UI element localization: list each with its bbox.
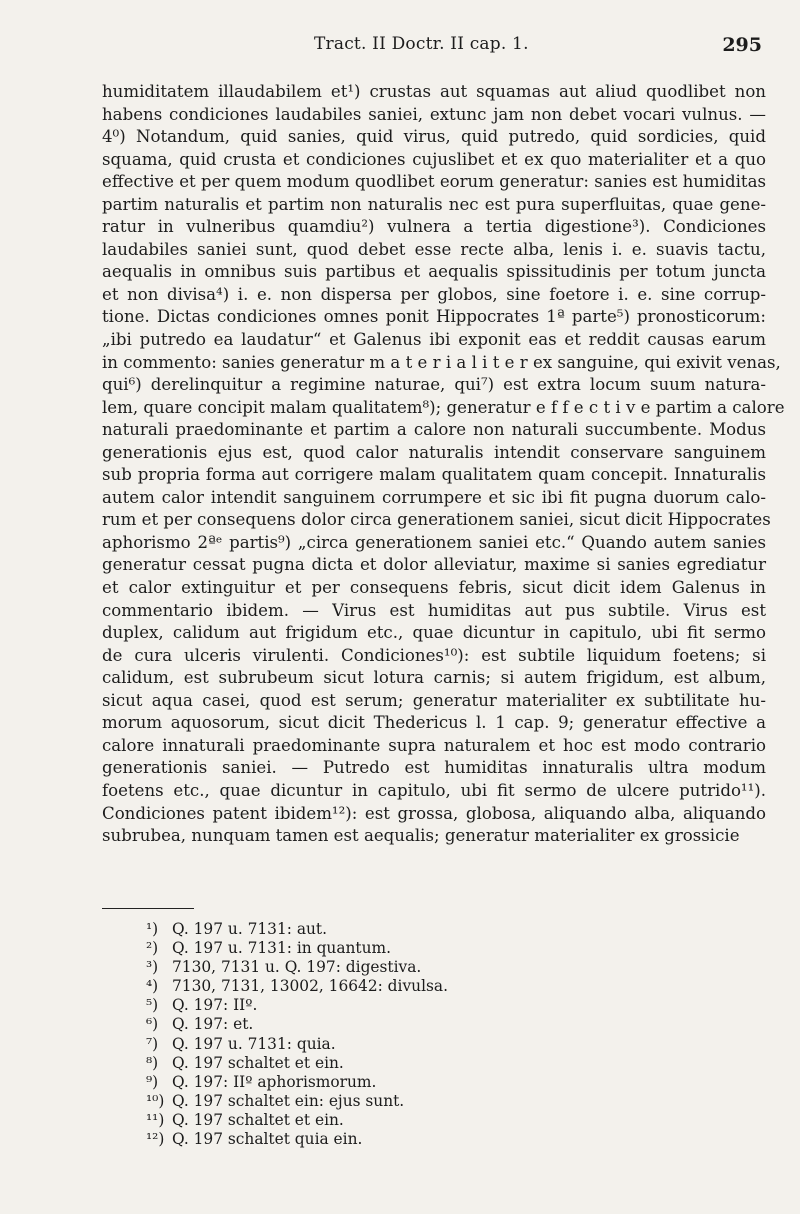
text-line: generationis ejus est, quod calor naturalis intendit conservare sanguinem (102, 442, 766, 462)
footnote (146, 1092, 746, 1111)
text-line: et calor extinguitur et per consequens febris, sicut dicit idem Galenus in (102, 578, 766, 598)
footnote-text: Q. 197 u. 7131: in quantum. (172, 939, 392, 958)
footnote (146, 920, 746, 939)
footnote (146, 977, 746, 996)
text-line: partim naturalis et partim non naturalis nec est pura superfluitas, quae gene- (102, 194, 766, 214)
footnote-mark: ⁷) (146, 1034, 159, 1053)
text-line: tione. Dictas condiciones omnes ponit Hippocrates 1ª parte⁵) pronosticorum: (102, 307, 766, 327)
text-line: habens condiciones laudabiles saniei, extunc jam non debet vocari vulnus. — (102, 104, 766, 124)
footnote-text: Q. 197 schaltet et ein. (172, 1110, 344, 1129)
text-line: duplex, calidum aut frigidum etc., quae dicuntur in capitulo, ubi fit sermo (102, 623, 766, 643)
text-line: et non divisa⁴) i. e. non dispersa per globos, sine foetore i. e. sine corrup- (102, 284, 766, 304)
footnote-text: Q. 197 schaltet et ein. (172, 1053, 344, 1072)
text-line: generationis saniei. — Putredo est humiditas innaturalis ultra modum (102, 758, 766, 778)
main-text (102, 81, 785, 848)
text-line: calidum, est subrubeum sicut lotura carnis; si autem frigidum, est album, (102, 668, 766, 688)
text-line: autem calor intendit sanguinem corrumpere et sic ibi fit pugna duorum calo- (102, 487, 766, 507)
running-head: Tract. II Doctr. II cap. 1. (314, 34, 529, 54)
footnote-mark: ²) (146, 939, 159, 958)
text-line: aequalis in omnibus suis partibus et aequalis spissitudinis per totum juncta (102, 262, 766, 282)
footnote-text: Q. 197 schaltet ein: ejus sunt. (172, 1091, 405, 1110)
text-line: „ibi putredo ea laudatur“ et Galenus ibi exponit eas et reddit causas earum (102, 330, 766, 350)
footnote (146, 996, 746, 1015)
text-line: lem, quare concipit malam qualitatem⁸); generatur e f f e c t i v e partim a calore (102, 397, 785, 417)
footnote-text: Q. 197 u. 7131: quia. (172, 1034, 336, 1053)
text-line: squama, quid crusta et condiciones cujuslibet et ex quo materialiter et a quo (102, 149, 766, 169)
text-line: in commento: sanies generatur m a t e r i a l i t e r ex sanguine, qui exivit venas, (102, 352, 781, 372)
page-number: 295 (722, 34, 762, 56)
text-line: sub propria forma aut corrigere malam qualitatem quam concepit. Innaturalis (102, 465, 766, 485)
text-line: naturali praedominante et partim a calore non naturali succumbente. Modus (102, 420, 766, 440)
footnote-mark: ¹¹) (146, 1110, 165, 1129)
footnote-mark: ¹) (146, 920, 159, 938)
text-line: Condiciones patent ibidem¹²): est grossa, globosa, aliquando alba, aliquando (102, 803, 766, 823)
footnote-mark: ⁸) (146, 1053, 159, 1072)
footnote (146, 939, 746, 958)
footnote-text: 7130, 7131, 13002, 16642: divulsa. (172, 977, 448, 996)
footnote-text: Q. 197 u. 7131: aut. (172, 920, 328, 938)
text-line: effective et per quem modum quodlibet eorum generatur: sanies est humiditas (102, 172, 766, 192)
text-line: calore innaturali praedominante supra naturalem et hoc est modo contrario (102, 735, 766, 755)
footnote (146, 1130, 746, 1149)
text-line: sicut aqua casei, quod est serum; generatur materialiter ex subtilitate hu- (102, 690, 766, 710)
page-header (100, 30, 762, 60)
footnote-text: Q. 197: et. (172, 1015, 254, 1034)
footnote (146, 1035, 746, 1054)
footnote-mark: ¹²) (146, 1130, 165, 1149)
text-line: laudabiles saniei sunt, quod debet esse recte alba, lenis i. e. suavis tactu, (102, 239, 766, 259)
footnote-mark: ¹⁰) (146, 1091, 165, 1110)
footnote (146, 958, 746, 977)
text-line: morum aquosorum, sicut dicit Thedericus l. 1 cap. 9; generatur effective a (102, 713, 766, 733)
footnote-mark: ⁹) (146, 1072, 159, 1091)
text-line: commentario ibidem. — Virus est humiditas aut pus subtile. Virus est (102, 600, 766, 620)
footnote-text: 7130, 7131 u. Q. 197: digestiva. (172, 958, 422, 977)
text-line: de cura ulceris virulenti. Condiciones¹⁰): est subtile liquidum foetens; si (102, 645, 766, 665)
footnote (146, 1054, 746, 1073)
text-line: humiditatem illaudabilem et¹) crustas aut squamas aut aliud quodlibet non (102, 82, 766, 101)
footnote-text: Q. 197: IIº. (172, 996, 258, 1015)
footnote-mark: ⁶) (146, 1015, 159, 1034)
footnote-mark: ³) (146, 958, 159, 977)
footnote (146, 1111, 746, 1130)
text-line: ratur in vulneribus quamdiu²) vulnera a tertia digestione³). Condiciones (102, 217, 766, 237)
footnote (146, 1073, 746, 1092)
footnote-mark: ⁴) (146, 977, 159, 996)
text-line: 4⁰) Notandum, quid sanies, quid virus, quid putredo, quid sordicies, quid (102, 127, 766, 147)
footnote-separator (102, 908, 194, 909)
footnote-text: Q. 197 schaltet quia ein. (172, 1130, 363, 1149)
text-line: generatur cessat pugna dicta et dolor alleviatur, maxime si sanies egrediatur (102, 555, 766, 575)
text-line: foetens etc., quae dicuntur in capitulo, ubi fit sermo de ulcere putrido¹¹). (102, 780, 766, 800)
text-line: qui⁶) derelinquitur a regimine naturae, qui⁷) est extra locum suum natura- (102, 375, 766, 395)
text-line: rum et per consequens dolor circa generationem saniei, sicut dicit Hippocrates (102, 510, 771, 530)
footnote-mark: ⁵) (146, 996, 159, 1015)
footnote-text: Q. 197: IIº aphorismorum. (172, 1072, 377, 1091)
text-line: subrubea, nunquam tamen est aequalis; generatur materialiter ex grossicie (102, 826, 740, 846)
footnotes (146, 920, 746, 1149)
footnote (146, 1015, 746, 1034)
text-line: aphorismo 2ªᵉ partis⁹) „circa generationem saniei etc.“ Quando autem sanies (102, 532, 766, 552)
